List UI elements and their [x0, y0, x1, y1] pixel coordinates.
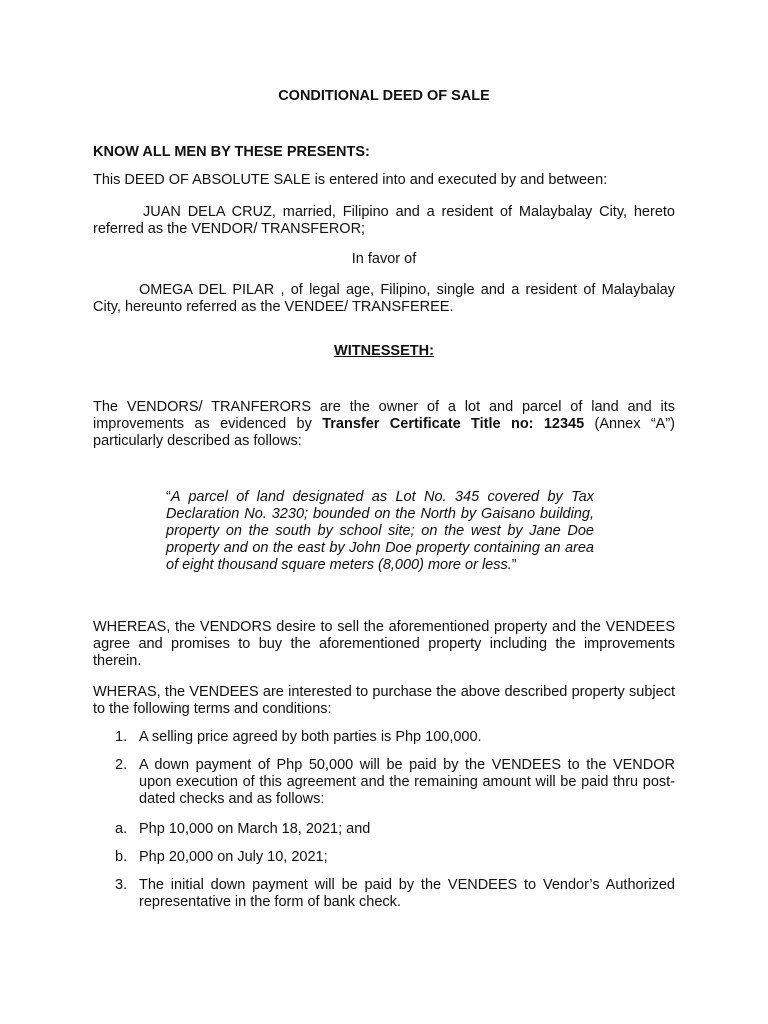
- vendor-paragraph: JUAN DELA CRUZ, married, Filipino and a resident of Malaybalay City, hereto referred as the VENDOR/ TRANSFEROR;: [93, 204, 675, 237]
- term-text: The initial down payment will be paid by the VENDEES to Vendor’s Authorized representative in the form of bank check.: [139, 877, 675, 910]
- term-marker: 1.: [115, 729, 128, 745]
- term-marker: 2.: [115, 757, 128, 773]
- term-item: [115, 849, 675, 866]
- description-text: A parcel of land designated as Lot No. 345 covered by Tax Declaration No. 3230; bounded on the North by Gaisano building, property on the south by school site; on the west by Jane Doe property and on the east by John Doe property containing an area of eight thousand square meters (8,000) more or less.: [166, 489, 594, 573]
- term-text: A down payment of Php 50,000 will be paid by the VENDEES to the VENDOR upon execution of this agreement and the remaining amount will be paid thru post-dated checks and as follows:: [139, 757, 675, 807]
- term-text: A selling price agreed by both parties is Php 100,000.: [139, 729, 482, 745]
- term-item: [115, 729, 675, 746]
- owner-paragraph: [93, 399, 675, 450]
- owner-text-start: The VENDORS/ TRANFERORS are the owner of a lot and parcel of land and its improvements as evidenced by: [93, 399, 675, 432]
- term-text: Php 20,000 on July 10, 2021;: [139, 849, 328, 865]
- term-text: Php 10,000 on March 18, 2021; and: [139, 821, 371, 837]
- term-item: [115, 757, 675, 808]
- term-marker: a.: [115, 821, 128, 837]
- document-title: CONDITIONAL DEED OF SALE: [278, 88, 490, 104]
- owner-text-end: (Annex “A”) particularly described as follows:: [93, 416, 675, 449]
- whereas-paragraph-1: WHEREAS, the VENDORS desire to sell the aforementioned property and the VENDEES agree and promises to buy the aforementioned property including the improvements therein.: [93, 619, 675, 669]
- witnesseth-heading: WITNESSETH:: [334, 343, 434, 359]
- term-marker: b.: [115, 849, 128, 865]
- in-favor-line: In favor of: [351, 251, 417, 267]
- intro-paragraph: This DEED OF ABSOLUTE SALE is entered into and executed by and between:: [93, 172, 608, 188]
- vendee-paragraph: OMEGA DEL PILAR , of legal age, Filipino, single and a resident of Malaybalay City, hereunto referred as the VENDEE/ TRANSFEREE.: [93, 282, 675, 315]
- term-marker: 3.: [115, 877, 128, 893]
- property-description: [166, 489, 594, 574]
- open-quote: “: [166, 489, 171, 505]
- close-quote: ”: [511, 557, 517, 573]
- know-all-heading: KNOW ALL MEN BY THESE PRESENTS:: [93, 144, 370, 160]
- term-item: [115, 877, 675, 911]
- title-reference: Transfer Certificate Title no: 12345: [322, 416, 585, 432]
- term-item: [115, 821, 675, 838]
- whereas-paragraph-2: WHERAS, the VENDEES are interested to purchase the above described property subject to the following terms and conditions:: [93, 684, 675, 717]
